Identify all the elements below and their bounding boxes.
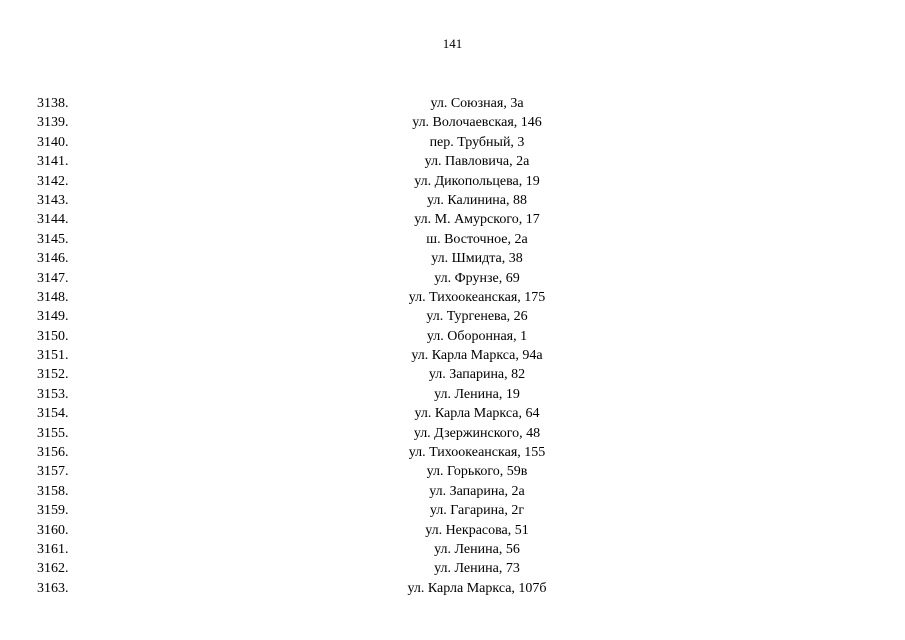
entry-address: ул. Горького, 59в [426,464,528,480]
list-item [0,424,905,443]
entry-number: 3163. [37,580,69,596]
list-item [0,521,905,540]
list-item [0,288,905,307]
entry-number: 3140. [37,134,69,150]
entry-number: 3153. [37,386,69,402]
list-item [0,269,905,288]
entry-address: ул. Оборонная, 1 [426,328,528,344]
entry-address: ул. Карла Маркса, 107б [407,580,547,596]
entry-address: ул. Запарина, 2а [429,483,525,499]
entry-address: ул. Союзная, 3а [430,96,524,111]
entry-number: 3158. [37,483,69,499]
entry-number: 3157. [37,464,69,480]
entry-address: ул. Павловича, 2а [424,154,530,170]
list-item [0,346,905,365]
entry-number: 3148. [37,289,69,305]
list-item [0,307,905,326]
entry-address: ул. Тихоокеанская, 175 [408,289,546,305]
entry-address: ул. Некрасова, 51 [425,522,529,538]
entry-address: ул. Калинина, 88 [426,192,528,208]
list-item [0,482,905,501]
entry-number: 3155. [37,425,69,441]
entry-address: ул. Дикопольцева, 19 [414,173,540,189]
entry-address: ул. Ленина, 56 [434,541,520,557]
entry-address: ш. Восточное, 2а [426,231,528,247]
entry-number: 3144. [37,212,69,228]
entry-number: 3143. [37,192,69,208]
list-item [0,113,905,132]
entry-number: 3145. [37,231,69,247]
list-item [0,462,905,481]
entry-address: ул. Карла Маркса, 64 [414,406,540,422]
list-item [0,579,905,598]
list-item [0,404,905,423]
entry-number: 3147. [37,270,69,286]
entry-number: 3156. [37,445,69,461]
entry-address: ул. Шмидта, 38 [431,251,523,267]
list-item [0,249,905,268]
list-item [0,559,905,578]
list-item [0,365,905,384]
entry-number: 3146. [37,251,69,267]
entry-number: 3142. [37,173,69,189]
entry-number: 3160. [37,522,69,538]
entry-number: 3161. [37,541,69,557]
entry-address: ул. Ленина, 19 [434,386,520,402]
entry-address: ул. М. Амурского, 17 [414,212,540,228]
entry-address: ул. Тихоокеанская, 155 [408,445,546,461]
page-number: 141 [442,36,463,51]
list-item [0,385,905,404]
entry-address: ул. Волочаевская, 146 [412,115,542,131]
entry-number: 3151. [37,348,69,364]
entry-number: 3139. [37,115,69,131]
entry-address: ул. Тургенева, 26 [426,309,528,325]
list-item [0,327,905,346]
entry-number: 3159. [37,503,69,519]
entry-number: 3150. [37,328,69,344]
entry-address: ул. Карла Маркса, 94а [411,348,543,364]
list-item [0,152,905,171]
list-item [0,133,905,152]
list-item [0,443,905,462]
entry-address: ул. Ленина, 73 [434,561,520,577]
entry-address: пер. Трубный, 3 [429,134,525,150]
list-item [0,94,905,113]
entry-address: ул. Фрунзе, 69 [434,270,520,286]
entry-address: ул. Запарина, 82 [428,367,526,383]
entry-number: 3141. [37,154,69,170]
entry-address: ул. Гагарина, 2г [429,503,525,519]
entry-number: 3162. [37,561,69,577]
entry-address: ул. Дзержинского, 48 [413,425,541,441]
list-item [0,191,905,210]
address-list [0,94,905,598]
list-item [0,230,905,249]
entry-number: 3154. [37,406,69,422]
entry-number: 3138. [37,96,69,111]
entry-number: 3152. [37,367,69,383]
list-item [0,172,905,191]
entry-number: 3149. [37,309,69,325]
list-item [0,540,905,559]
list-item [0,210,905,229]
list-item [0,501,905,520]
